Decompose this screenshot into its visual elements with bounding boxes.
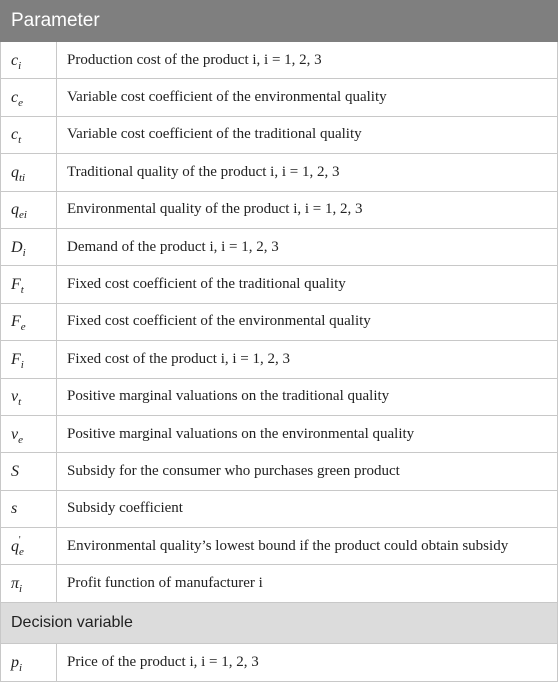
description-cell: Environmental quality’s lowest bound if the product could obtain subsidy	[57, 528, 558, 565]
table-row	[1, 565, 558, 602]
description-cell: Fixed cost coefficient of the environmental quality	[57, 303, 558, 340]
symbol-base: D	[11, 238, 23, 256]
table-row	[1, 490, 558, 527]
table-row	[1, 266, 558, 303]
symbol-subscript: ei	[19, 209, 27, 222]
description-cell: Fixed cost of the product i, i = 1, 2, 3	[57, 341, 558, 378]
description-cell: Profit function of manufacturer i	[57, 565, 558, 602]
symbol-cell	[1, 266, 57, 303]
symbol-base: F	[11, 350, 21, 368]
description-cell: Variable cost coefficient of the traditional quality	[57, 116, 558, 153]
symbol-cell	[1, 643, 57, 681]
table-row	[1, 643, 558, 681]
symbol-cell	[1, 341, 57, 378]
symbol-base: F	[11, 313, 21, 331]
symbol-base: S	[11, 462, 19, 480]
symbol-base: p	[11, 653, 19, 671]
symbol-subscript: t	[18, 396, 22, 409]
description-cell: Subsidy for the consumer who purchases green product	[57, 453, 558, 490]
symbol-base: v	[11, 425, 19, 443]
description-cell: Price of the product i, i = 1, 2, 3	[57, 643, 558, 681]
symbol-subscript: ti	[19, 171, 26, 184]
table-row	[1, 42, 558, 79]
symbol-subscript: e	[18, 433, 23, 446]
symbol-cell	[1, 42, 57, 79]
description-cell: Subsidy coefficient	[57, 490, 558, 527]
symbol-subscript: i	[18, 59, 22, 72]
table-header-row	[1, 1, 558, 42]
description-cell: Positive marginal valuations on the traditional quality	[57, 378, 558, 415]
symbol-base: F	[11, 276, 21, 294]
table-row	[1, 341, 558, 378]
symbol-cell	[1, 453, 57, 490]
description-cell: Demand of the product i, i = 1, 2, 3	[57, 228, 558, 265]
symbol-subscript: i	[22, 246, 26, 259]
symbol-cell	[1, 116, 57, 153]
symbol-base: q	[11, 537, 19, 555]
decision-variable-header: Decision variable	[1, 602, 558, 643]
table-row	[1, 228, 558, 265]
table-row	[1, 453, 558, 490]
table-row	[1, 116, 558, 153]
table-row	[1, 79, 558, 116]
symbol-subscript: i	[19, 583, 23, 596]
symbol-base: q	[11, 201, 19, 219]
symbol-base: s	[11, 500, 18, 518]
description-cell: Fixed cost coefficient of the traditional quality	[57, 266, 558, 303]
symbol-base: v	[11, 388, 19, 406]
table-row	[1, 154, 558, 191]
table-row	[1, 378, 558, 415]
parameter-header: Parameter	[1, 1, 558, 42]
table-row	[1, 303, 558, 340]
description-cell: Traditional quality of the product i, i = 1, 2, 3	[57, 154, 558, 191]
symbol-subscript: e	[20, 321, 26, 334]
symbol-cell	[1, 79, 57, 116]
description-cell: Production cost of the product i, i = 1, 2, 3	[57, 42, 558, 79]
symbol-base: c	[11, 89, 19, 107]
symbol-cell	[1, 154, 57, 191]
section-header-row	[1, 602, 558, 643]
symbol-cell	[1, 191, 57, 228]
description-cell: Positive marginal valuations on the environmental quality	[57, 415, 558, 452]
symbol-cell	[1, 415, 57, 452]
symbol-cell	[1, 490, 57, 527]
symbol-subscript: t	[20, 284, 24, 297]
symbol-base: π	[11, 575, 20, 593]
symbol-subscript: e	[18, 97, 23, 110]
description-cell: Variable cost coefficient of the environmental quality	[57, 79, 558, 116]
table-row	[1, 528, 558, 565]
symbol-subscript: t	[18, 134, 22, 147]
symbol-base: c	[11, 126, 19, 144]
symbol-cell	[1, 528, 57, 565]
symbol-subscript: e	[19, 545, 24, 558]
symbol-cell	[1, 303, 57, 340]
symbol-cell	[1, 565, 57, 602]
table-row	[1, 191, 558, 228]
symbol-subscript: i	[20, 358, 24, 371]
symbol-superscript: '	[18, 534, 21, 546]
symbol-subscript: i	[19, 661, 23, 674]
description-cell: Environmental quality of the product i, i = 1, 2, 3	[57, 191, 558, 228]
symbol-base: c	[11, 51, 19, 69]
symbol-cell	[1, 228, 57, 265]
symbol-cell	[1, 378, 57, 415]
symbol-base: q	[11, 163, 19, 181]
table-row	[1, 415, 558, 452]
